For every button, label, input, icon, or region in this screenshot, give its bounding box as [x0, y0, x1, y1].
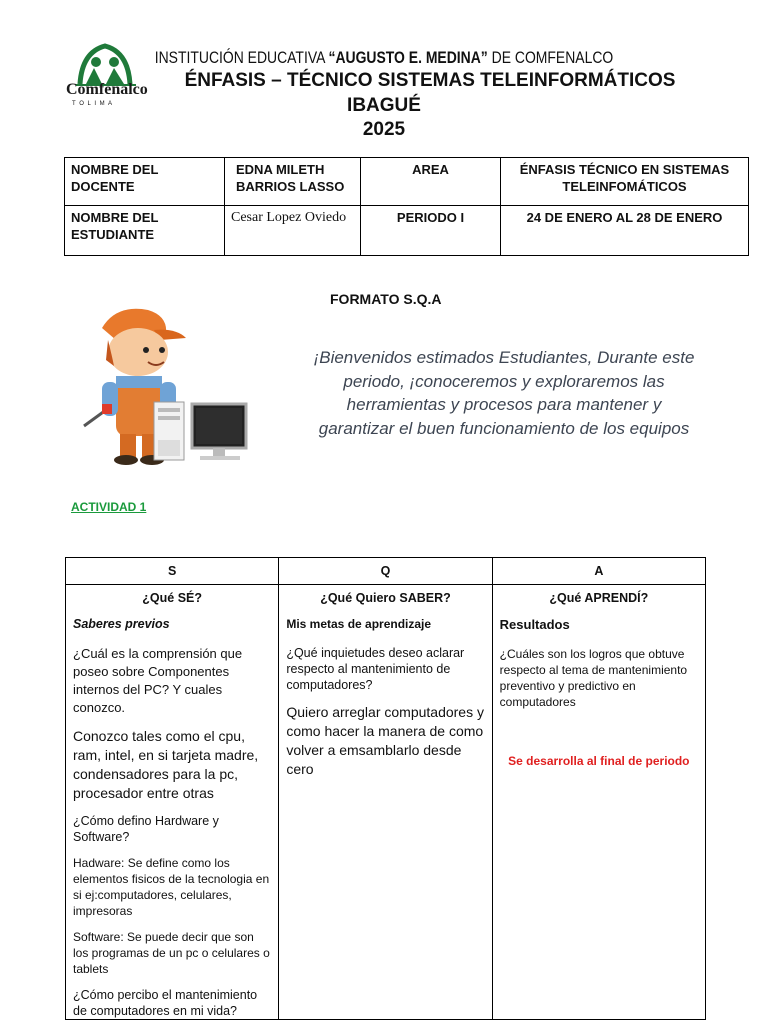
info-row-student — [65, 206, 749, 256]
s-question-1: ¿Cuál es la comprensión que poseo sobre Componentes internos del PC? Y cuales conozco. — [73, 646, 243, 715]
period-value: 24 DE ENERO AL 28 DE ENERO — [501, 206, 749, 256]
period-label: PERIODO I — [361, 206, 501, 256]
header-a: A — [492, 558, 705, 585]
student-name: Cesar Lopez Oviedo — [225, 206, 361, 256]
a-question: ¿Qué APRENDÍ? — [549, 591, 649, 605]
info-table — [64, 157, 749, 256]
year-title: 2025 — [362, 119, 406, 140]
q-subtitle: Mis metas de aprendizaje — [286, 617, 432, 631]
format-title: FORMATO S.Q.A — [330, 291, 442, 307]
s-answer-2: Hadware: Se define como los elementos fisicos de la tecnologia en si ej:computadores, celulares, impresoras — [73, 856, 270, 918]
logo-text: Comfenalco — [66, 81, 148, 98]
sqa-header-row — [66, 558, 706, 585]
technician-illustration — [76, 300, 256, 470]
sqa-body-row — [66, 585, 706, 1020]
technician-icon — [76, 300, 256, 470]
welcome-message: ¡Bienvenidos estimados Estudiantes, Durante este periodo, ¡conoceremos y exploraremos las herramientas y procesos para mantener y garantizar el buen funcionamiento de los equipos — [313, 348, 695, 438]
s-subtitle: Saberes previos — [73, 617, 170, 631]
column-a — [492, 585, 705, 1020]
q-answer-1: Quiero arreglar computadores y como hacer la manera de como volver a emsamblarlo desde cero — [286, 704, 484, 777]
s-answer-1: Conozco tales como el cpu, ram, intel, en si tarjeta madre, condensadores para la pc, procesador entre otras — [73, 728, 259, 801]
column-q — [279, 585, 492, 1020]
q-question-1: ¿Qué inquietudes deseo aclarar respecto al mantenimiento de computadores? — [286, 646, 465, 692]
activity-label: ACTIVIDAD 1 — [71, 500, 147, 514]
s-answer-3: Software: Se puede decir que son los programas de un pc o celulares o tablets — [73, 930, 270, 976]
teacher-label: NOMBRE DEL DOCENTE — [65, 158, 225, 206]
s-question: ¿Qué SÉ? — [142, 591, 203, 605]
a-question-1: ¿Cuáles son los logros que obtuve respecto al tema de mantenimiento preventivo y predictivo en computadores — [499, 647, 688, 709]
area-value: ÉNFASIS TÉCNICO EN SISTEMAS TELEINFOMÁTICOS — [501, 158, 749, 206]
emphasis-title: ÉNFASIS – TÉCNICO SISTEMAS TELEINFORMÁTICOS — [184, 70, 676, 91]
city-title: IBAGUÉ — [347, 95, 421, 116]
info-row-teacher — [65, 158, 749, 206]
header-q: Q — [279, 558, 492, 585]
a-note: Se desarrolla al final de periodo — [508, 754, 690, 768]
a-subtitle: Resultados — [499, 617, 570, 632]
student-label: NOMBRE DEL ESTUDIANTE — [65, 206, 225, 256]
teacher-name: EDNA MILETH BARRIOS LASSO — [225, 158, 361, 206]
s-question-2: ¿Cómo defino Hardware y Software? — [73, 814, 219, 844]
q-question: ¿Qué Quiero SABER? — [320, 591, 451, 605]
area-label: AREA — [361, 158, 501, 206]
column-s — [66, 585, 279, 1020]
s-question-3: ¿Cómo percibo el mantenimiento de computadores en mi vida? — [73, 988, 258, 1018]
logo-subtext: T O L I M A — [72, 101, 114, 107]
header-s: S — [66, 558, 279, 585]
sqa-table — [65, 557, 706, 1020]
institution-line: INSTITUCIÓN EDUCATIVA “AUGUSTO E. MEDINA” DE COMFENALCO — [154, 48, 614, 67]
